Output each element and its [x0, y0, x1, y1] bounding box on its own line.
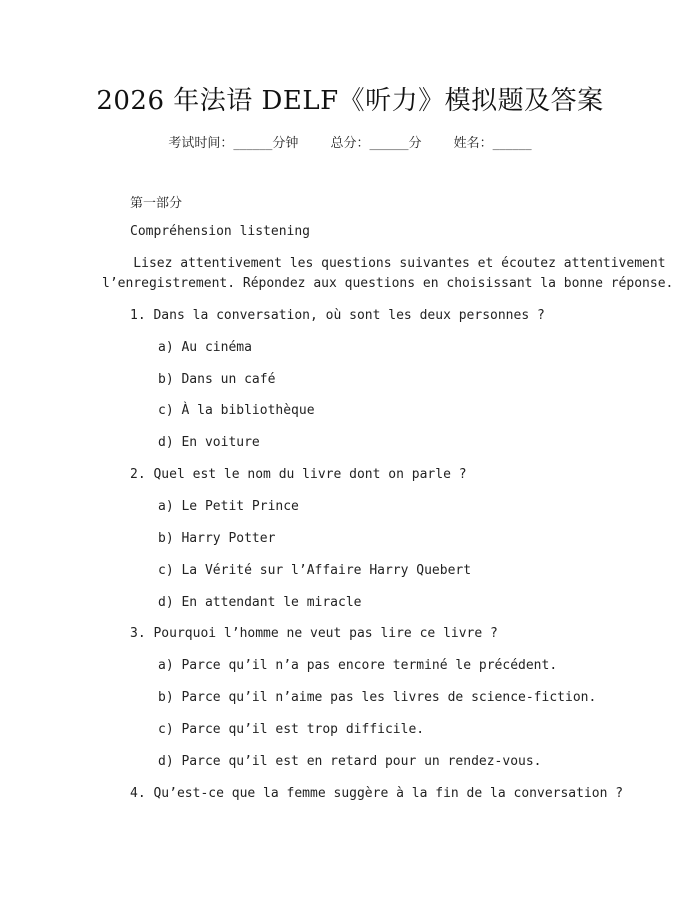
answer-option: a) Le Petit Prince — [158, 499, 299, 514]
total-score: 总分：______分 — [330, 136, 422, 151]
answer-option: d) En voiture — [158, 435, 260, 450]
answer-option: b) Dans un café — [158, 372, 276, 387]
answer-option: c) La Vérité sur l’Affaire Harry Quebert — [158, 563, 472, 578]
answer-option: d) Parce qu’il est en retard pour un rendez-vous. — [158, 754, 542, 769]
document-title: 2026 年法语 DELF《听力》模拟题及答案 — [96, 86, 604, 116]
question-text: 1. Dans la conversation, où sont les deux personnes ? — [130, 308, 545, 323]
exam-meta — [0, 132, 700, 151]
exam-time: 考试时间：______分钟 — [168, 136, 299, 151]
section-heading: 第一部分 — [130, 196, 183, 211]
question-text: 4. Qu’est-ce que la femme suggère à la fin de la conversation ? — [130, 786, 624, 801]
question-text: 3. Pourquoi l’homme ne veut pas lire ce livre ? — [130, 626, 498, 641]
answer-option: b) Harry Potter — [158, 531, 276, 546]
instructions-line-2: l’enregistrement. Répondez aux questions en choisissant la bonne réponse. — [102, 276, 674, 291]
question-text: 2. Quel est le nom du livre dont on parle ? — [130, 467, 467, 482]
answer-option: d) En attendant le miracle — [158, 595, 362, 610]
answer-option: b) Parce qu’il n’aime pas les livres de science-fiction. — [158, 690, 597, 705]
instructions-line-1: Lisez attentivement les questions suivantes et écoutez attentivement — [102, 256, 666, 271]
answer-option: a) Au cinéma — [158, 340, 252, 355]
answer-option: a) Parce qu’il n’a pas encore terminé le précédent. — [158, 658, 558, 673]
student-name: 姓名：______ — [453, 136, 532, 151]
answer-option: c) Parce qu’il est trop difficile. — [158, 722, 425, 737]
answer-option: c) À la bibliothèque — [158, 403, 315, 418]
section-subheading: Compréhension listening — [130, 224, 311, 239]
